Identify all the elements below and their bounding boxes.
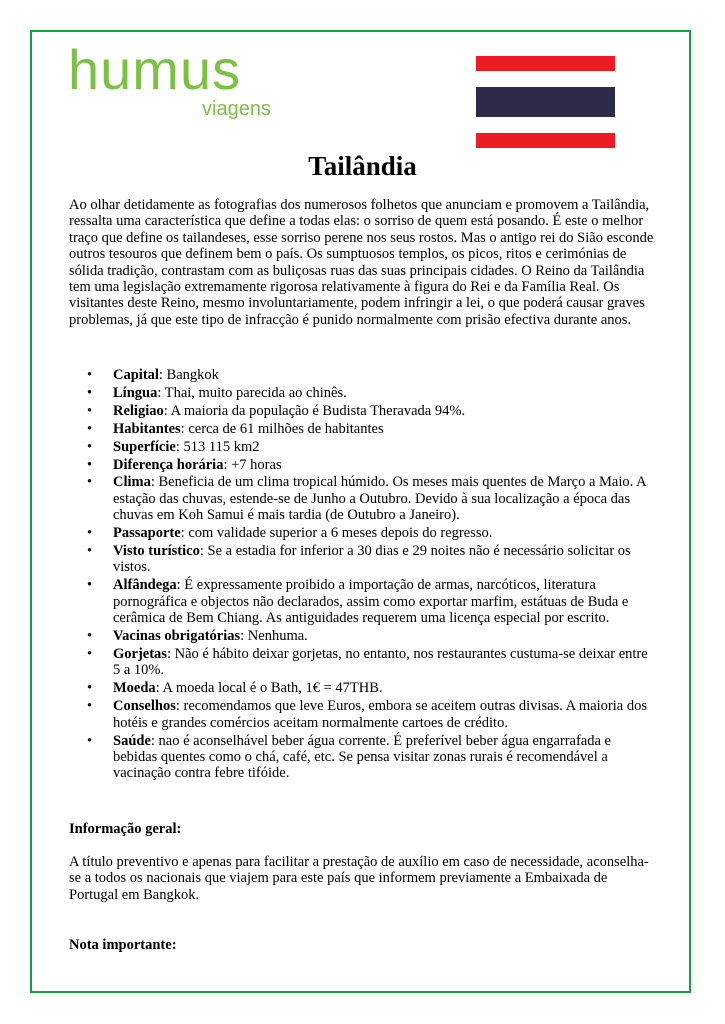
facts-list	[69, 367, 654, 783]
fact-item	[69, 733, 654, 782]
fact-text: : Não é hábito deixar gorjetas, no entanto, nos restaurantes custuma-se deixar entre 5 a 10%.	[113, 646, 648, 679]
fact-label: Vacinas obrigatórias	[113, 628, 241, 645]
fact-label: Religiao	[113, 402, 164, 419]
fact-item	[69, 698, 654, 731]
fact-label: Habitantes	[113, 420, 181, 437]
fact-item	[69, 439, 654, 455]
bullet-icon: •	[87, 628, 93, 645]
bullet-icon: •	[87, 732, 93, 749]
fact-item	[69, 457, 654, 473]
humus-logo	[68, 40, 278, 124]
bullet-icon: •	[87, 525, 93, 542]
bullet-icon: •	[87, 367, 93, 383]
fact-text: : cerca de 61 milhões de habitantes	[180, 420, 384, 437]
fact-label: Passaporte	[113, 525, 181, 542]
bullet-icon: •	[87, 438, 93, 455]
note-heading: Nota importante:	[69, 937, 177, 953]
fact-text: : A moeda local é o Bath, 1€ = 47THB.	[155, 680, 383, 697]
fact-text: : 513 115 km2	[175, 438, 260, 455]
flag-stripe-red-bottom	[476, 133, 615, 148]
flag-stripe-red-top	[476, 56, 615, 71]
fact-text: : Thai, muito parecida ao chinês.	[157, 384, 347, 401]
fact-item	[69, 421, 654, 437]
bullet-icon: •	[87, 577, 93, 594]
fact-label: Língua	[113, 384, 158, 401]
fact-item	[69, 680, 654, 696]
fact-text: : +7 horas	[223, 456, 282, 473]
bullet-icon: •	[87, 474, 93, 491]
logo-sub-text: viagens	[202, 98, 271, 120]
fact-text: : nao é aconselhável beber água corrente. É preferível beber água engarrafada e bebidas quentes como o chá, café, etc. Se pensa visitar zonas rurais é recomendável a vacinação contra febre tifóide.	[113, 732, 611, 782]
intro-paragraph: Ao olhar detidamente as fotografias dos numerosos folhetos que anunciam e promovem a Tailândia, ressalta uma característica que define a todas elas: o sorriso de quem está posando. É este o melhor traço que define os tailandeses, esse sorriso perene nos seus rostos. Mas o antigo rei do Sião esconde outros tesouros que definem bem o país. Os sumptuosos templos, os picos, ritos e cerimónias de sólida tradição, contrastam com as buliçosas ruas das suas principais cidades. O Reino da Tailândia tem uma legislação extremamente rigorosa relativamente à figura do Rei e da Família Real. Os visitantes deste Reino, mesmo involuntariamente, podem infringir a lei, o que poderá causar graves problemas, já que este tipo de infracção é punido normalmente com prisão efectiva durante anos.	[69, 197, 654, 328]
fact-text: : Bangkok	[158, 367, 219, 383]
thailand-flag-icon	[476, 56, 615, 148]
fact-item	[69, 646, 654, 679]
fact-label: Superfície	[113, 438, 176, 455]
fact-text: : Beneficia de um clima tropical húmido. Os meses mais quentes de Março a Maio. A estação das chuvas, estende-se de Junho a Outubro. Devido à sua localização a época das chuvas em Koh Samui é mais tardia (de Outubro a Janeiro).	[113, 474, 646, 524]
bullet-icon: •	[87, 384, 93, 401]
fact-item	[69, 577, 654, 626]
fact-text: : A maioria da população é Budista Theravada 94%.	[163, 402, 466, 419]
fact-text: : É expressamente proibido a importação de armas, narcóticos, literatura pornográfica e objectos não declarados, assim como exportar marfim, estátuas de Buda e cerâmica de Bem Chiang. As antiguidades requerem uma licença especial por escrito.	[113, 577, 629, 627]
fact-label: Moeda	[113, 680, 156, 697]
bullet-icon: •	[87, 420, 93, 437]
fact-text: : com validade superior a 6 meses depois do regresso.	[180, 525, 493, 542]
logo-main-text: humus	[68, 38, 242, 101]
fact-label: Gorjetas	[113, 646, 167, 662]
bullet-icon: •	[87, 402, 93, 419]
page-title: Tailândia	[308, 151, 417, 181]
info-paragraph: A título preventivo e apenas para facilitar a prestação de auxílio em caso de necessidade, aconselha-se a todos os nacionais que viajem para este país que informem previamente a Embaixada de Portugal em Bangkok.	[69, 854, 649, 903]
fact-item	[69, 525, 654, 541]
fact-item	[69, 385, 654, 401]
fact-text: : recomendamos que leve Euros, embora se aceitem outras divisas. A maioria dos hotéis e grandes comércios aceitam normalmente cartoes de crédito.	[113, 698, 647, 731]
bullet-icon: •	[87, 698, 93, 715]
bullet-icon: •	[87, 456, 93, 473]
fact-label: Visto turístico	[113, 543, 200, 560]
fact-label: Saúde	[113, 732, 151, 749]
bullet-icon: •	[87, 543, 93, 560]
bullet-icon: •	[87, 646, 93, 662]
fact-label: Conselhos	[113, 698, 176, 715]
fact-label: Capital	[113, 367, 159, 383]
fact-label: Alfândega	[113, 577, 177, 594]
fact-label: Diferença horária	[113, 456, 224, 473]
info-heading: Informação geral:	[69, 821, 182, 837]
fact-text: : Nenhuma.	[240, 628, 308, 645]
fact-item	[69, 543, 654, 576]
flag-stripe-blue	[476, 87, 615, 117]
fact-item	[69, 474, 654, 523]
fact-label: Clima	[113, 474, 151, 491]
fact-item	[69, 628, 654, 644]
fact-item	[69, 403, 654, 419]
bullet-icon: •	[87, 680, 93, 697]
fact-text: : Se a estadia for inferior a 30 dias e 29 noites não é necessário solicitar os vistos.	[113, 543, 631, 576]
fact-item	[69, 367, 654, 383]
